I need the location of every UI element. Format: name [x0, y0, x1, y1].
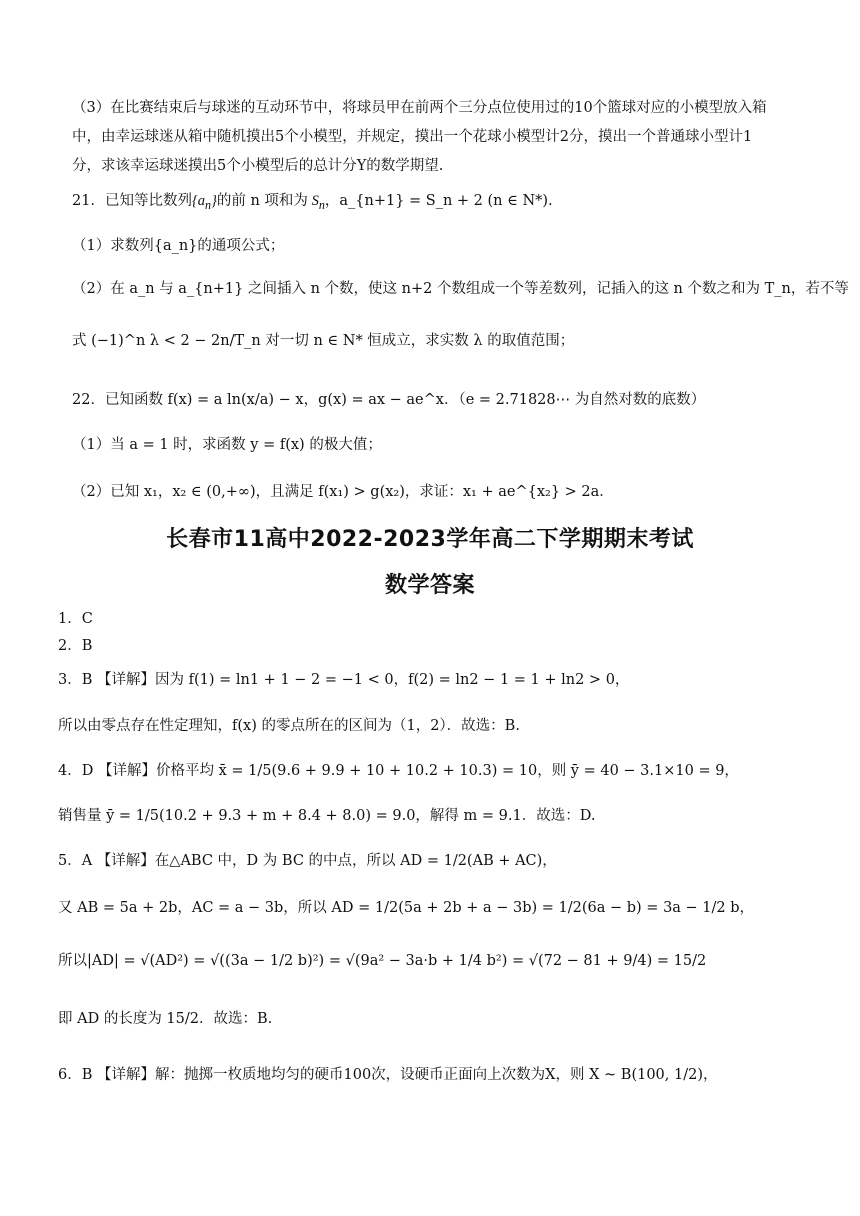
q20-part3-line2: 中，由幸运球迷从箱中随机摸出5个小模型，并规定，摸出一个花球小模型计2分，摸出一个普通球小型计1 — [72, 129, 753, 145]
answer-3-line1: 3．B 【详解】因为 f(1) = ln1 + 1 − 2 = −1 < 0，f(2) = ln2 − 1 = 1 + ln2 > 0， — [58, 672, 630, 688]
answer-5-line1: 5．A 【详解】在△ABC 中，D 为 BC 的中点，所以 AD = 1/2(AB + AC)， — [58, 853, 557, 869]
q21-part2-line2: 式 (−1)^n λ < 2 − 2n/T_n 对一切 n ∈ N* 恒成立，求实数 λ 的取值范围； — [72, 333, 575, 349]
answer-3-line2: 所以由零点存在性定理知，f(x) 的零点所在的区间为（1，2）．故选：B. — [58, 718, 520, 734]
q21-condition: ，a_{n+1} = S_n + 2 (n ∈ N*). — [324, 193, 553, 209]
answer-title: 长春市11高中2022-2023学年高二下学期期末考试 — [166, 527, 694, 552]
answer-6-line1: 6．B 【详解】解：抛掷一枚质地均匀的硬币100次，设硬币正面向上次数为X，则 X ~ B(100, 1/2)， — [58, 1067, 718, 1083]
q21-stem: 21．已知等比数列$\{a_n\}$的前 n 项和为 $S_n$，a_{n+1} = S_n + 2 (n ∈ N*). — [72, 193, 553, 212]
answer-5-line3: 所以|AD| = √(AD²) = √((3a − 1/2 b)²) = √(9a² − 3a·b + 1/4 b²) = √(72 − 81 + 9/4) = 15/2 — [58, 953, 707, 969]
q21-part2-line1: （2）在 a_n 与 a_{n+1} 之间插入 n 个数，使这 n+2 个数组成一个等差数列，记插入的这 n 个数之和为 T_n，若不等 — [72, 281, 849, 297]
q22-part2: （2）已知 x₁，x₂ ∈ (0,+∞)，且满足 f(x₁) > g(x₂)，求证：x₁ + ae^{x₂} > 2a． — [72, 484, 614, 500]
answer-2: 2．B — [58, 638, 93, 654]
answer-subtitle: 数学答案 — [384, 573, 475, 598]
answer-1: 1．C — [58, 611, 93, 627]
q20-part3-line1: （3）在比赛结束后与球迷的互动环节中，将球员甲在前两个三分点位使用过的10个篮球对应的小模型放入箱 — [72, 100, 767, 116]
q22-stem: 22．已知函数 f(x) = a ln(x/a) − x，g(x) = ax − ae^x．（e = 2.71828⋯ 为自然对数的底数） — [72, 392, 706, 408]
q21-part1: （1）求数列{a_n}的通项公式； — [72, 238, 285, 254]
answer-5-line4: 即 AD 的长度为 15/2．故选：B. — [58, 1011, 273, 1027]
answer-5-line2: 又 AB = 5a + 2b，AC = a − 3b，所以 AD = 1/2(5a + 2b + a − 3b) = 1/2(6a − b) = 3a − 1/2 b， — [58, 900, 755, 916]
q20-part3-line3: 分，求该幸运球迷摸出5个小模型后的总计分Y的数学期望. — [72, 158, 444, 174]
answer-4-line2: 销售量 ȳ = 1/5(10.2 + 9.3 + m + 8.4 + 8.0) = 9.0，解得 m = 9.1．故选：D. — [58, 808, 596, 824]
q22-part1: （1）当 a = 1 时，求函数 y = f(x) 的极大值； — [72, 437, 382, 453]
answer-4-line1: 4．D 【详解】价格平均 x̄ = 1/5(9.6 + 9.9 + 10 + 10.2 + 10.3) = 10，则 ȳ = 40 − 3.1×10 = 9， — [58, 763, 739, 779]
